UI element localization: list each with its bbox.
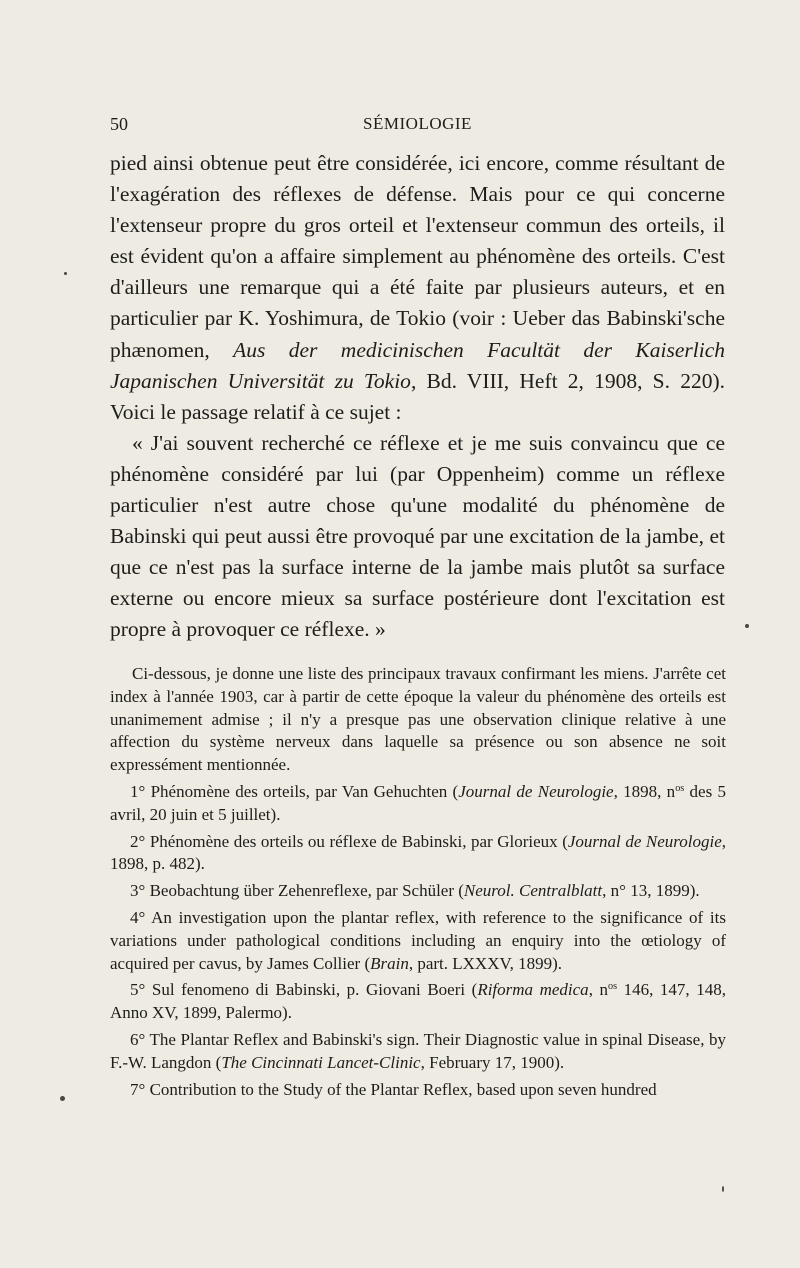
page-header — [110, 114, 725, 140]
reference-journal: Neurol. Centralblatt — [463, 881, 603, 901]
reference-text: , February 17, 1900). — [420, 1052, 565, 1072]
reference-item — [110, 907, 726, 975]
reference-text: 146, 147, 148, Anno XV, 1899, Palermo). — [110, 980, 726, 1023]
reference-item — [110, 1079, 726, 1102]
reference-item — [110, 1029, 726, 1075]
reference-text: Sul fenomeno di Babinski, p. Giovani Boeri ( — [145, 980, 478, 1000]
reference-text: , n — [588, 980, 608, 1000]
reference-item — [110, 831, 726, 877]
reference-journal: The Cincinnati Lancet-Clinic — [221, 1052, 421, 1072]
reference-text: , 1898, p. 482). — [110, 831, 727, 874]
reference-text: , part. LXXXV, 1899). — [408, 953, 562, 973]
quotation: « J'ai souvent recherché ce réflexe et je me suis convaincu que ce phénomène considéré par lui (par Oppenheim) comme un réflexe particulier n'est autre chose qu'une modalité du phénomène de Babinski qui peut aussi être provoqué par une excitation de la jambe, et que ce n'est pas la surface interne de la jambe mais plutôt sa surface externe ou encore mieux sa surface postérieure dont l'excitation est propre à provoquer ce réflexe. » — [110, 430, 725, 642]
reference-text: , n° 13, 1899). — [602, 881, 700, 901]
ink-speck — [745, 624, 749, 628]
reference-number: 7 — [130, 1079, 139, 1099]
reference-superscript: os — [675, 782, 685, 794]
reference-item — [110, 880, 726, 903]
reference-journal: Journal de Neurologie — [567, 831, 722, 851]
reference-number: 6 — [130, 1029, 139, 1049]
paragraph-text: pied ainsi obtenue peut être considérée, ici encore, comme résultant de l'exagération des réflexes de défense. Mais pour ce qui concerne l'extenseur propre du gros orteil et l'extenseur commun des orteils, il est évident qu'on a affaire simplement au phénomène des orteils. C'est d'ailleurs une remarque qui a été faite par plusieurs auteurs, et en particulier par K. Yoshimura, de Tokio (voir : Ueber das Babinski'sche phænomen, — [110, 151, 725, 362]
page-number: 50 — [110, 114, 128, 134]
reference-item — [110, 781, 726, 827]
reference-text: , 1898, n — [613, 781, 676, 801]
reference-number: 3 — [130, 881, 139, 901]
running-title: SÉMIOLOGIE — [363, 114, 472, 133]
bibliography-intro: Ci-dessous, je donne une liste des principaux travaux confirmant les miens. J'arrête cet index à l'année 1903, car à partir de cette époque la valeur du phénomène des orteils est unanimement admise ; il n'y a presque pas une observation clinique relative à une affection du système nerveux dans laquelle sa présence ou son absence ne soit expressément mentionnée. — [110, 664, 726, 775]
reference-number: 2 — [130, 831, 139, 851]
reference-superscript: os — [608, 981, 618, 993]
main-text — [110, 148, 725, 646]
reference-journal: Brain — [370, 953, 409, 973]
reference-text: An investigation upon the plantar reflex, with reference to the significance of its variations under pathological conditions including an enquiry into the œtiology of acquired per cavus, by James Collier ( — [110, 907, 726, 973]
ink-speck — [60, 1096, 65, 1101]
reference-journal: Riforma medica — [477, 980, 589, 1000]
paragraph-text-end: , Bd. VIII, Heft 2, 1908, S. 220). Voici le passage relatif à ce sujet : — [110, 368, 726, 424]
body-paragraph — [110, 148, 725, 428]
degree-sign: ° — [138, 881, 146, 901]
reference-text: Beobachtung über Zehenreflexe, par Schüler ( — [145, 881, 464, 901]
degree-sign: ° — [138, 831, 146, 851]
reference-journal: Journal de Neurologie — [458, 781, 614, 801]
reference-text: The Plantar Reflex and Babinski's sign. Their Diagnostic value in spinal Disease, by F.-W. Langdon ( — [110, 1029, 726, 1072]
degree-sign: ° — [138, 781, 146, 801]
ink-speck — [64, 272, 67, 275]
reference-number: 1 — [130, 781, 139, 801]
bibliography — [110, 663, 726, 1102]
degree-sign: ° — [138, 907, 146, 927]
ink-speck — [722, 1186, 724, 1192]
journal-title: Aus der medicinischen Facultät der Kaiserlich Japanischen Universität zu Tokio — [110, 337, 726, 393]
reference-item — [110, 979, 726, 1025]
degree-sign: ° — [138, 1079, 146, 1099]
reference-text: Contribution to the Study of the Plantar Reflex, based upon seven hundred — [145, 1079, 657, 1099]
reference-text: Phénomène des orteils ou réflexe de Babinski, par Glorieux ( — [145, 831, 568, 851]
degree-sign: ° — [138, 1029, 146, 1049]
reference-number: 4 — [130, 907, 139, 927]
reference-number: 5 — [130, 980, 139, 1000]
reference-text: des 5 avril, 20 juin et 5 juillet). — [110, 781, 726, 824]
degree-sign: ° — [138, 980, 146, 1000]
reference-text: Phénomène des orteils, par Van Gehuchten ( — [145, 781, 459, 801]
